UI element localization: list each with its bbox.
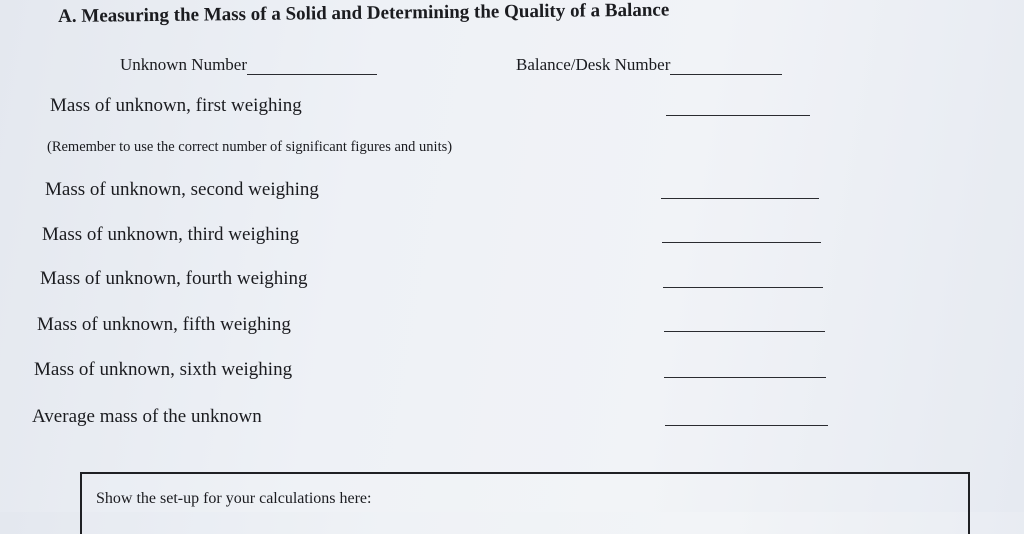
unknown-number-field — [120, 55, 377, 75]
average-mass-label: Average mass of the unknown — [32, 406, 262, 427]
second-weighing-answer[interactable] — [661, 198, 819, 199]
average-mass-answer[interactable] — [665, 425, 828, 426]
fifth-weighing-label: Mass of unknown, fifth weighing — [37, 314, 291, 335]
bleed-through-text — [60, 40, 64, 60]
calculations-label: Show the set-up for your calculations here: — [96, 490, 372, 507]
first-weighing-label: Mass of unknown, first weighing — [50, 95, 302, 116]
balance-desk-field — [516, 55, 782, 75]
fourth-weighing-answer[interactable] — [663, 287, 823, 288]
third-weighing-answer[interactable] — [662, 242, 821, 243]
third-weighing-label: Mass of unknown, third weighing — [42, 224, 300, 245]
second-weighing-label: Mass of unknown, second weighing — [45, 179, 319, 200]
unknown-number-blank[interactable] — [247, 58, 377, 75]
calculations-box[interactable] — [80, 472, 970, 534]
fifth-weighing-answer[interactable] — [664, 331, 825, 332]
sixth-weighing-answer[interactable] — [664, 377, 826, 378]
sixth-weighing-label: Mass of unknown, sixth weighing — [34, 359, 293, 380]
sig-figs-note: (Remember to use the correct number of significant figures and units) — [47, 139, 453, 155]
balance-desk-label: Balance/Desk Number — [516, 55, 671, 74]
balance-desk-blank[interactable] — [670, 58, 782, 75]
fourth-weighing-label: Mass of unknown, fourth weighing — [40, 268, 308, 289]
unknown-number-label: Unknown Number — [120, 55, 248, 74]
first-weighing-answer[interactable] — [666, 115, 810, 116]
section-title: A. Measuring the Mass of a Solid and Determining the Quality of a Balance — [58, 0, 670, 27]
